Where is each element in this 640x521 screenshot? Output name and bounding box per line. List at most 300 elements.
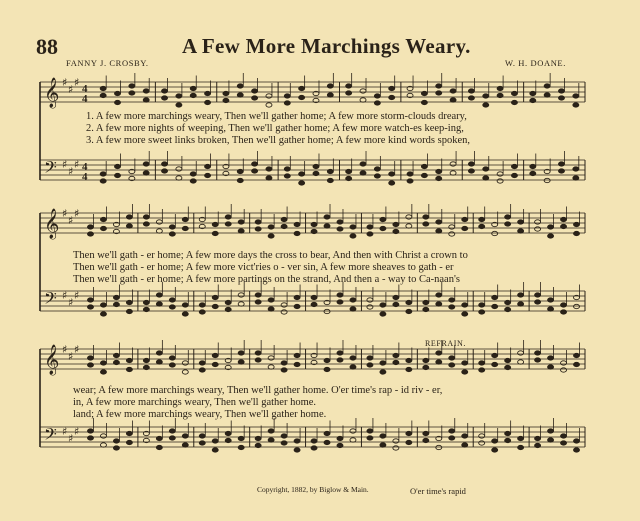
system3-bass-note	[380, 434, 386, 438]
system1-treble-note	[346, 84, 352, 88]
system2-treble-note	[268, 234, 274, 238]
system3-treble-note	[169, 356, 175, 360]
system2-bass-note	[100, 312, 106, 316]
system2-treble-note	[156, 229, 162, 233]
system2-bass-note	[294, 304, 300, 308]
system1-bass-note	[468, 162, 474, 166]
system3-treble-note	[156, 360, 162, 364]
system1-bass-note	[450, 171, 456, 175]
system1-bass-note	[436, 169, 442, 173]
system3-bass-note	[393, 446, 399, 450]
system2-treble-note	[380, 217, 386, 221]
system2-bass-note	[574, 304, 580, 308]
system1-treble-note	[468, 89, 474, 93]
system1-treble-note	[266, 94, 272, 98]
system1-treble-note	[573, 103, 579, 107]
system3-treble-note	[367, 356, 373, 360]
system1-treble-note	[327, 84, 333, 88]
system2-treble-note	[238, 220, 244, 224]
system2-treble-note	[449, 225, 455, 229]
system3-treble-clef-icon: 𝄞	[44, 345, 60, 375]
system3-treble-note	[143, 358, 149, 362]
system3-bass-note	[212, 439, 218, 443]
composer-credit: W. H. DOANE.	[505, 58, 566, 68]
system2-treble-note	[535, 227, 541, 231]
system2-bass-note	[225, 307, 231, 311]
system1-bass-note	[115, 173, 121, 177]
system2-bass-note	[479, 310, 485, 314]
system3-treble-note	[100, 361, 106, 365]
system1-bass-note	[436, 176, 442, 180]
system1-bass-note	[530, 164, 536, 168]
system2-treble-note	[479, 217, 485, 221]
system1-treble-note	[223, 98, 229, 102]
system3-treble-note	[449, 356, 455, 360]
system3-treble-note	[238, 360, 244, 364]
system3-sharp-icon: ♯	[74, 425, 80, 438]
system2-bass-note	[393, 302, 399, 306]
system1-bass-note	[374, 174, 380, 178]
system3-bass-note	[449, 436, 455, 440]
system3-treble-note	[182, 361, 188, 365]
system1-bass-note	[360, 162, 366, 166]
system2-treble-note	[337, 220, 343, 224]
system1-bass-clef-icon: 𝄢	[44, 157, 57, 181]
system2-bass-note	[436, 293, 442, 297]
system1-treble-note	[558, 89, 564, 93]
system3-bass-note	[238, 445, 244, 449]
system1-bass-note	[313, 171, 319, 175]
system1-treble-note	[162, 89, 168, 93]
system1-treble-clef-icon: 𝄞	[44, 78, 60, 108]
system3-bass-note	[462, 443, 468, 447]
system3-bass-note	[100, 443, 106, 447]
system1-bass-note	[544, 178, 550, 182]
system3-bass-note	[156, 445, 162, 449]
page-number: 88	[36, 34, 58, 59]
system2-bass-note	[380, 303, 386, 307]
system3-treble-note	[462, 361, 468, 365]
system1-treble-note	[205, 91, 211, 95]
system3-bass-note	[505, 438, 511, 442]
system1-bass-note	[573, 176, 579, 180]
system2-bass-note	[518, 293, 524, 297]
system3-bass-note	[281, 434, 287, 438]
system3-treble-note	[337, 351, 343, 355]
system3-bass-note	[479, 441, 485, 445]
system3-treble-note	[212, 362, 218, 366]
system2-treble-note	[324, 224, 330, 228]
system1-treble-note	[223, 91, 229, 95]
system2-sharp-icon: ♯	[74, 289, 80, 302]
system1-bass-note	[327, 178, 333, 182]
system3-bass-note	[393, 439, 399, 443]
author-credit: FANNY J. CROSBY.	[66, 58, 149, 68]
system1-bass-note	[284, 174, 290, 178]
system1-bass-note	[299, 172, 305, 176]
system2-treble-note	[324, 215, 330, 219]
system2-bass-note	[548, 307, 554, 311]
system2-treble-note	[268, 225, 274, 229]
system1-treble-note	[421, 100, 427, 104]
system1-bass-note	[313, 164, 319, 168]
system2-bass-note	[311, 295, 317, 299]
system1-bass-note	[143, 162, 149, 166]
system1-sharp-icon: ♯	[74, 76, 80, 89]
system2-treble-clef-icon: 𝄞	[44, 209, 60, 239]
system1-treble-note	[299, 86, 305, 90]
system2-bass-note	[561, 303, 567, 307]
system3-bass-note	[199, 441, 205, 445]
system2-bass-note	[255, 300, 261, 304]
system3-bass-note	[535, 436, 541, 440]
system1-treble-note	[237, 93, 243, 97]
system2-treble-note	[87, 225, 93, 229]
system1-bass-note	[497, 179, 503, 183]
system2-bass-note	[535, 300, 541, 304]
system3-treble-note	[548, 356, 554, 360]
system2-bass-note	[199, 310, 205, 314]
system2-treble-note	[436, 220, 442, 224]
system3-treble-note	[449, 363, 455, 367]
system3-bass-note	[113, 446, 119, 450]
system2-treble-note	[406, 215, 412, 219]
system2-treble-note	[143, 222, 149, 226]
system2-bass-note	[505, 307, 511, 311]
system1-sharp-icon: ♯	[62, 158, 68, 171]
system1-treble-note	[360, 98, 366, 102]
system2-bass-note	[367, 298, 373, 302]
system2-bass-note	[169, 305, 175, 309]
system3-bass-note	[548, 429, 554, 433]
system1-treble-note	[176, 94, 182, 98]
system3-treble-note	[100, 370, 106, 374]
system2-treble-note	[169, 232, 175, 236]
system2-treble-note	[518, 229, 524, 233]
system3-bass-note	[182, 443, 188, 447]
system3-bass-note	[492, 448, 498, 452]
system2-bass-note	[337, 300, 343, 304]
system1-verse-1: 1. A few more marchings weary, Then we'll gather home; A few more storm-clouds dreary,	[86, 111, 467, 122]
system2-treble-note	[393, 222, 399, 226]
system3-bass-note	[268, 429, 274, 433]
system1-bass-note	[237, 178, 243, 182]
system2-bass-note	[423, 307, 429, 311]
system3-treble-note	[87, 363, 93, 367]
system1-bass-note	[237, 169, 243, 173]
system2-treble-note	[126, 215, 132, 219]
system1-treble-note	[374, 94, 380, 98]
system3-bass-note	[574, 448, 580, 452]
system2-bass-note	[380, 312, 386, 316]
system3-treble-note	[574, 353, 580, 357]
system1-bass-note	[205, 173, 211, 177]
system3-bass-note	[449, 429, 455, 433]
system3-bass-note	[436, 445, 442, 449]
system1-treble-note	[511, 91, 517, 95]
system2-bass-note	[225, 300, 231, 304]
system1-treble-note	[573, 94, 579, 98]
system1-treble-note	[436, 84, 442, 88]
system2-bass-note	[113, 295, 119, 299]
system3-bass-note	[492, 439, 498, 443]
system3-bass-note	[100, 434, 106, 438]
system1-treble-note	[162, 96, 168, 100]
refrain-label: REFRAIN.	[425, 339, 467, 348]
system1-sharp-icon: ♯	[74, 158, 80, 171]
system3-bass-note	[87, 429, 93, 433]
system1-treble-note	[100, 93, 106, 97]
system2-bass-note	[143, 300, 149, 304]
system2-bass-clef-icon: 𝄢	[44, 288, 57, 312]
system1-bass-note	[511, 173, 517, 177]
system3-sharp-icon: ♯	[68, 432, 74, 445]
system3-treble-note	[169, 363, 175, 367]
system3-bass-note	[182, 434, 188, 438]
system3-treble-note	[574, 362, 580, 366]
system2-bass-note	[212, 304, 218, 308]
system1-treble-note	[483, 94, 489, 98]
system3-treble-note	[561, 368, 567, 372]
system3-treble-note	[87, 356, 93, 360]
system3-bass-note	[561, 441, 567, 445]
system2-sharp-icon: ♯	[62, 289, 68, 302]
system3-treble-note	[238, 351, 244, 355]
system3-treble-note	[255, 358, 261, 362]
system1-treble-note	[468, 96, 474, 100]
system1-treble-note	[530, 98, 536, 102]
system1-bass-note	[450, 162, 456, 166]
system2-bass-note	[169, 298, 175, 302]
system3-treble-note	[492, 353, 498, 357]
system3-treble-note	[199, 361, 205, 365]
system2-bass-note	[436, 302, 442, 306]
system3-treble-note	[126, 358, 132, 362]
system2-sharp-icon: ♯	[68, 296, 74, 309]
system3-treble-note	[380, 361, 386, 365]
system1-bass-note	[407, 172, 413, 176]
system1-treble-note	[190, 86, 196, 90]
system2-treble-note	[380, 226, 386, 230]
system2-treble-note	[350, 234, 356, 238]
system3-treble-note	[199, 368, 205, 372]
system3-treble-note	[406, 358, 412, 362]
system3-treble-note	[406, 367, 412, 371]
system1-treble-note	[299, 95, 305, 99]
system3-bass-note	[255, 436, 261, 440]
system3-bass-note	[367, 429, 373, 433]
system3-bass-note	[87, 436, 93, 440]
system2-treble-note	[535, 220, 541, 224]
system3-bass-note	[350, 438, 356, 442]
system2-verse-3: Then we'll gath - er home; A few more partings on the strand, And then a - way to Ca-naan's	[73, 274, 460, 285]
system2-bass-note	[367, 305, 373, 309]
system2-bass-note	[406, 309, 412, 313]
system3-treble-note	[479, 368, 485, 372]
system1-treble-note	[483, 103, 489, 107]
system2-bass-note	[182, 303, 188, 307]
system3-treble-note	[268, 356, 274, 360]
system3-treble-note	[535, 358, 541, 362]
system1-treble-note	[143, 98, 149, 102]
system1-sharp-icon: ♯	[68, 165, 74, 178]
system1-treble-note	[100, 86, 106, 90]
system2-treble-note	[393, 229, 399, 233]
system2-bass-note	[324, 309, 330, 313]
system1-treble-note	[129, 91, 135, 95]
system3-bass-note	[337, 443, 343, 447]
system2-bass-note	[199, 303, 205, 307]
system3-sharp-icon: ♯	[74, 343, 80, 356]
system1-bass-note	[497, 172, 503, 176]
system1-treble-note	[205, 100, 211, 104]
system3-bass-note	[281, 441, 287, 445]
system3-bass-note	[294, 439, 300, 443]
system1-bass-note	[115, 164, 121, 168]
system3-treble-note	[294, 362, 300, 366]
system3-verse-1: wear; A few more marchings weary, Then we'll gather home. O'er time's rap - id riv - er,	[73, 385, 443, 396]
system2-bass-note	[548, 298, 554, 302]
system3-treble-note	[423, 358, 429, 362]
system2-bass-note	[535, 293, 541, 297]
system3-treble-note	[393, 353, 399, 357]
system3-treble-note	[548, 365, 554, 369]
system2-treble-note	[182, 226, 188, 230]
system3-treble-note	[462, 370, 468, 374]
system3-bass-note	[406, 431, 412, 435]
system1-bass-note	[530, 171, 536, 175]
system2-treble-note	[100, 226, 106, 230]
system2-treble-note	[479, 224, 485, 228]
system1-bass-note	[266, 176, 272, 180]
system3-sharp-icon: ♯	[62, 343, 68, 356]
system2-treble-note	[436, 229, 442, 233]
system3-bass-note	[126, 440, 132, 444]
system1-treble-note	[360, 89, 366, 93]
system2-treble-note	[406, 224, 412, 228]
system3-treble-note	[337, 358, 343, 362]
system1-treble-note	[374, 101, 380, 105]
system2-treble-note	[423, 215, 429, 219]
system2-treble-note	[548, 234, 554, 238]
system1-bass-note	[389, 181, 395, 185]
system1-treble-note	[389, 95, 395, 99]
system1-bass-note	[252, 169, 258, 173]
system3-bass-note	[169, 429, 175, 433]
system3-treble-note	[113, 360, 119, 364]
system1-bass-note	[421, 173, 427, 177]
system2-treble-note	[143, 215, 149, 219]
system2-treble-note	[337, 227, 343, 231]
system2-verse-1: Then we'll gath - er home; A few more days the cross to bear, And then with Christ a crown to	[73, 250, 468, 261]
system2-bass-note	[294, 295, 300, 299]
system1-verse-2: 2. A few more nights of weeping, Then we'll gather home; A few more watch-es keep-ing,	[86, 123, 464, 134]
system1-bass-note	[483, 167, 489, 171]
system2-treble-note	[449, 232, 455, 236]
system3-treble-note	[479, 361, 485, 365]
system3-bass-note	[294, 448, 300, 452]
system3-bass-note	[518, 436, 524, 440]
system2-sharp-icon: ♯	[62, 207, 68, 220]
system1-bass-note	[205, 164, 211, 168]
system3-bass-note	[212, 448, 218, 452]
system2-bass-note	[281, 310, 287, 314]
system3-bass-note	[462, 434, 468, 438]
system1-bass-note	[190, 172, 196, 176]
system3-treble-note	[268, 365, 274, 369]
system2-bass-note	[492, 304, 498, 308]
system1-treble-note	[544, 84, 550, 88]
system3-bass-note	[126, 431, 132, 435]
system3-treble-note	[156, 351, 162, 355]
system3-bass-note	[423, 438, 429, 442]
system3-bass-note	[479, 434, 485, 438]
system3-bass-note	[380, 443, 386, 447]
system2-treble-note	[462, 217, 468, 221]
system3-treble-note	[324, 358, 330, 362]
system1-treble-note	[176, 103, 182, 107]
system2-bass-note	[238, 302, 244, 306]
system2-treble-note	[87, 232, 93, 236]
system2-bass-note	[462, 312, 468, 316]
system3-treble-note	[350, 356, 356, 360]
system1-bass-note	[407, 179, 413, 183]
system1-treble-note	[237, 84, 243, 88]
system2-bass-note	[87, 298, 93, 302]
system1-bass-note	[511, 164, 517, 168]
system2-bass-note	[212, 295, 218, 299]
system2-bass-note	[337, 293, 343, 297]
system2-sharp-icon: ♯	[68, 214, 74, 227]
system2-treble-note	[169, 225, 175, 229]
system3-bass-note	[324, 440, 330, 444]
system2-treble-note	[367, 225, 373, 229]
system2-bass-note	[268, 307, 274, 311]
system3-treble-note	[505, 358, 511, 362]
bass-text-below: O'er time's rapid	[410, 486, 466, 496]
system1-sharp-icon: ♯	[68, 83, 74, 96]
system3-bass-note	[311, 439, 317, 443]
system3-bass-clef-icon: 𝄢	[44, 424, 57, 448]
system2-treble-note	[255, 220, 261, 224]
system1-bass-note	[252, 162, 258, 166]
system2-bass-note	[492, 295, 498, 299]
system3-treble-note	[561, 361, 567, 365]
system2-treble-note	[423, 222, 429, 226]
system3-bass-note	[505, 431, 511, 435]
system2-bass-note	[126, 300, 132, 304]
system2-treble-note	[311, 229, 317, 233]
system1-treble-note	[252, 96, 258, 100]
system1-bass-note	[190, 179, 196, 183]
system2-bass-note	[143, 307, 149, 311]
system1-bass-note	[100, 179, 106, 183]
system1-bass-note	[327, 169, 333, 173]
system1-treble-note	[190, 93, 196, 97]
system3-treble-note	[294, 353, 300, 357]
system3-bass-note	[548, 438, 554, 442]
system1-bass-note	[346, 169, 352, 173]
system2-bass-note	[255, 293, 261, 297]
system2-treble-note	[212, 231, 218, 235]
system2-treble-note	[126, 224, 132, 228]
system3-treble-note	[436, 360, 442, 364]
system1-bass-note	[162, 169, 168, 173]
system1-treble-note	[450, 89, 456, 93]
system2-verse-2: Then we'll gath - er home; A few more vict'ries o - ver sin, A few more sheaves to gath - er	[73, 262, 454, 273]
system1-bass-note	[162, 162, 168, 166]
system1-treble-note	[511, 100, 517, 104]
